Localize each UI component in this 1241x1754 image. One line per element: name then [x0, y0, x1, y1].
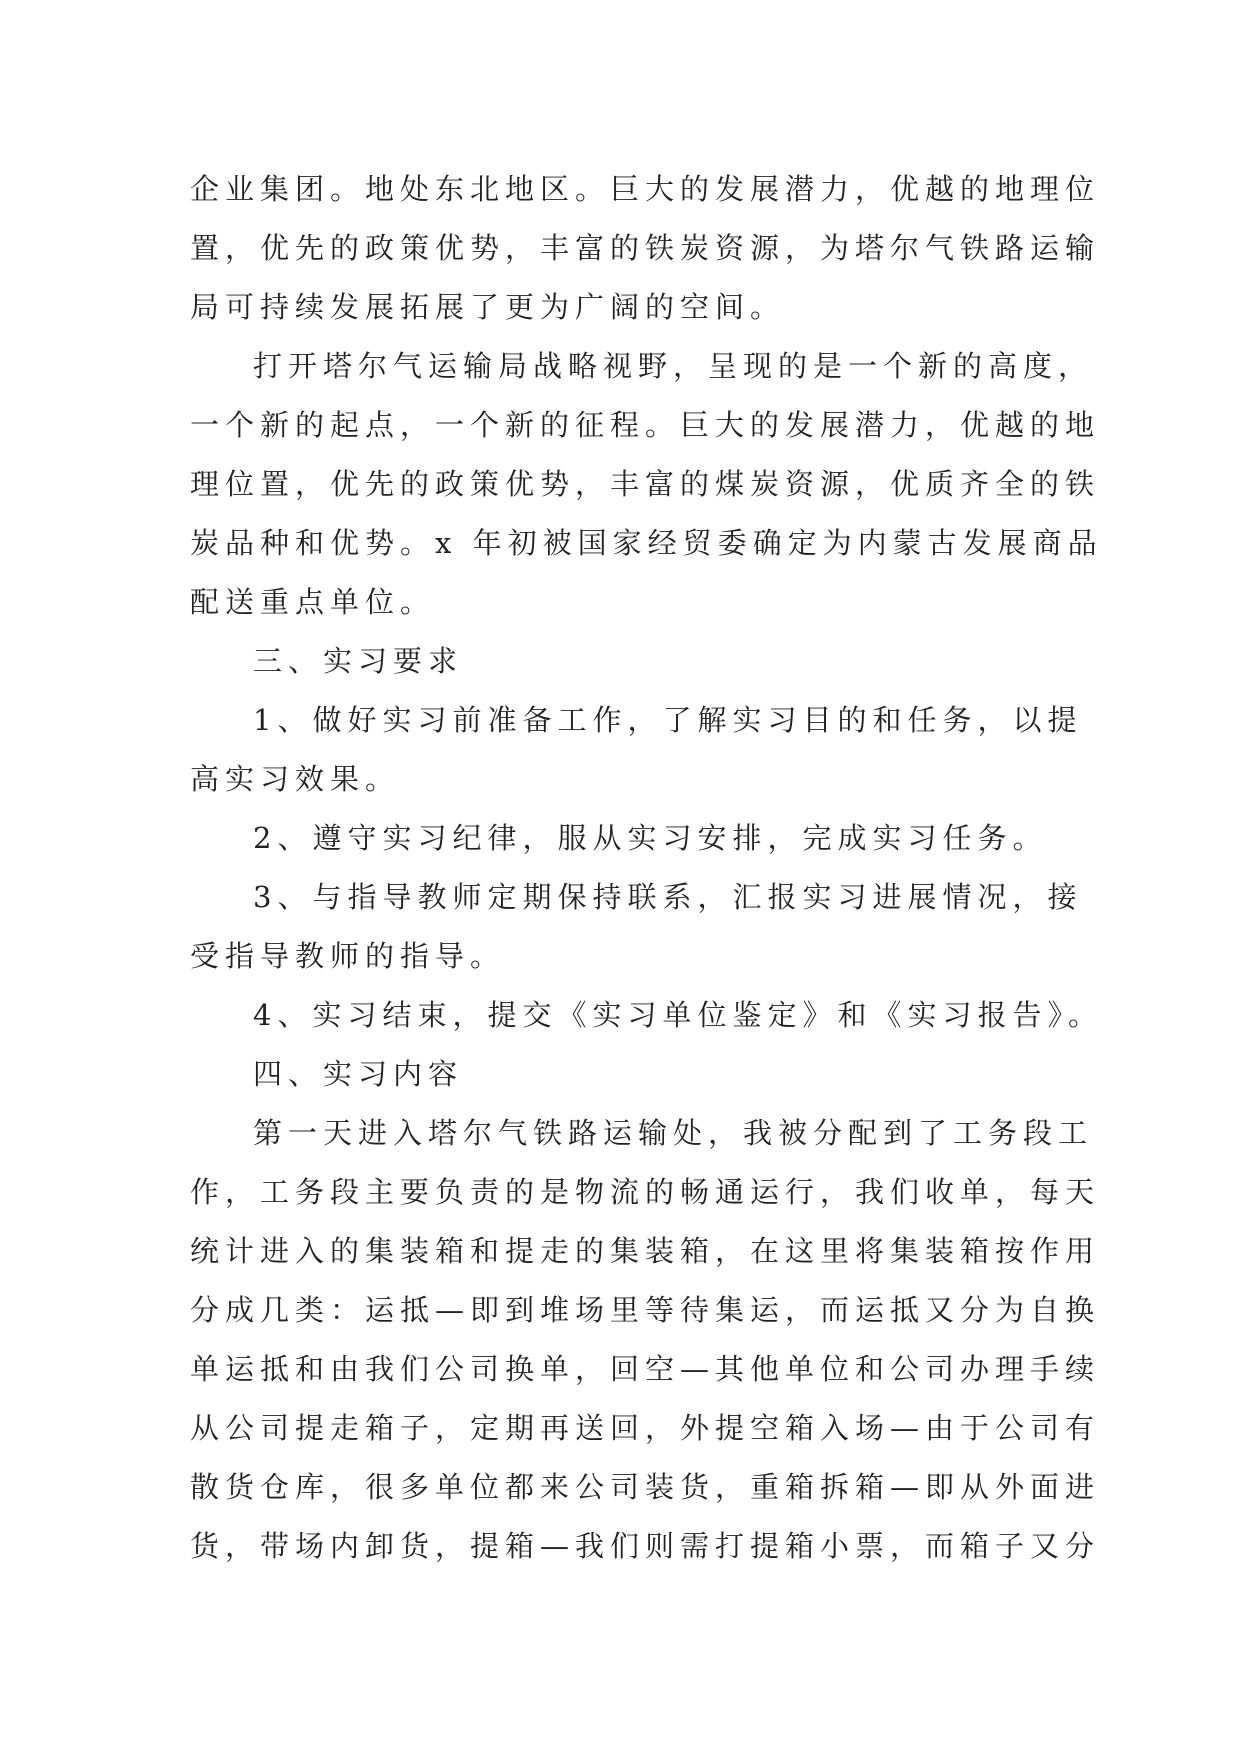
- text-line: 打开塔尔气运输局战略视野，呈现的是一个新的高度，: [253, 349, 1094, 383]
- requirement-item-3: [190, 868, 1083, 986]
- text-line: 1、做好实习前准备工作，了解实习目的和任务，以提: [253, 703, 1083, 737]
- text-line: 第一天进入塔尔气铁路运输处，我被分配到了工务段工: [253, 1116, 1094, 1150]
- text-line: 高实习效果。: [190, 762, 401, 796]
- paragraph-strategic-view: [190, 337, 1103, 632]
- text-line: 2、遵守实习纪律，服从实习安排，完成实习任务。: [253, 821, 1048, 855]
- paragraph-company-intro: [190, 160, 1101, 337]
- text-line: 受指导教师的指导。: [190, 939, 506, 973]
- requirement-item-4: [190, 986, 1103, 1045]
- heading-line: 三、实习要求: [253, 644, 464, 678]
- text-line: 置，优先的政策优势，丰富的铁炭资源，为塔尔气铁路运输: [190, 231, 1101, 265]
- text-line: 局可持续发展拓展了更为广阔的空间。: [190, 290, 786, 324]
- text-line: 统计进入的集装箱和提走的集装箱，在这里将集装箱按作用: [190, 1234, 1101, 1268]
- text-line: 配送重点单位。: [190, 585, 436, 619]
- text-line: 单运抵和由我们公司换单，回空—其他单位和公司办理手续: [190, 1352, 1101, 1386]
- heading-line: 四、实习内容: [253, 1057, 464, 1091]
- text-line: 散货仓库，很多单位都来公司装货，重箱拆箱—即从外面进: [190, 1470, 1101, 1504]
- text-line: 分成几类：运抵—即到堆场里等待集运，而运抵又分为自换: [190, 1293, 1101, 1327]
- text-line: 理位置，优先的政策优势，丰富的煤炭资源，优质齐全的铁: [190, 467, 1101, 501]
- text-line: 炭品种和优势。x 年初被国家经贸委确定为内蒙古发展商品: [190, 526, 1103, 560]
- text-line: 企业集团。地处东北地区。巨大的发展潜力，优越的地理位: [190, 172, 1101, 206]
- section-heading-requirements: [190, 632, 1060, 691]
- requirement-item-1: [190, 691, 1083, 809]
- text-line: 货，带场内卸货，提箱—我们则需打提箱小票，而箱子又分: [190, 1529, 1101, 1563]
- requirement-item-2: [190, 809, 1060, 868]
- document-body: [190, 160, 1103, 1576]
- text-line: 作，工务段主要负责的是物流的畅通运行，我们收单，每天: [190, 1175, 1101, 1209]
- text-line: 从公司提走箱子，定期再送回，外提空箱入场—由于公司有: [190, 1411, 1101, 1445]
- text-line: 3、与指导教师定期保持联系，汇报实习进展情况，接: [253, 880, 1083, 914]
- paragraph-first-day: [190, 1104, 1101, 1576]
- text-line: 4、实习结束，提交《实习单位鉴定》和《实习报告》。: [253, 998, 1103, 1032]
- section-heading-content: [190, 1045, 1060, 1104]
- text-line: 一个新的起点，一个新的征程。巨大的发展潜力，优越的地: [190, 408, 1101, 442]
